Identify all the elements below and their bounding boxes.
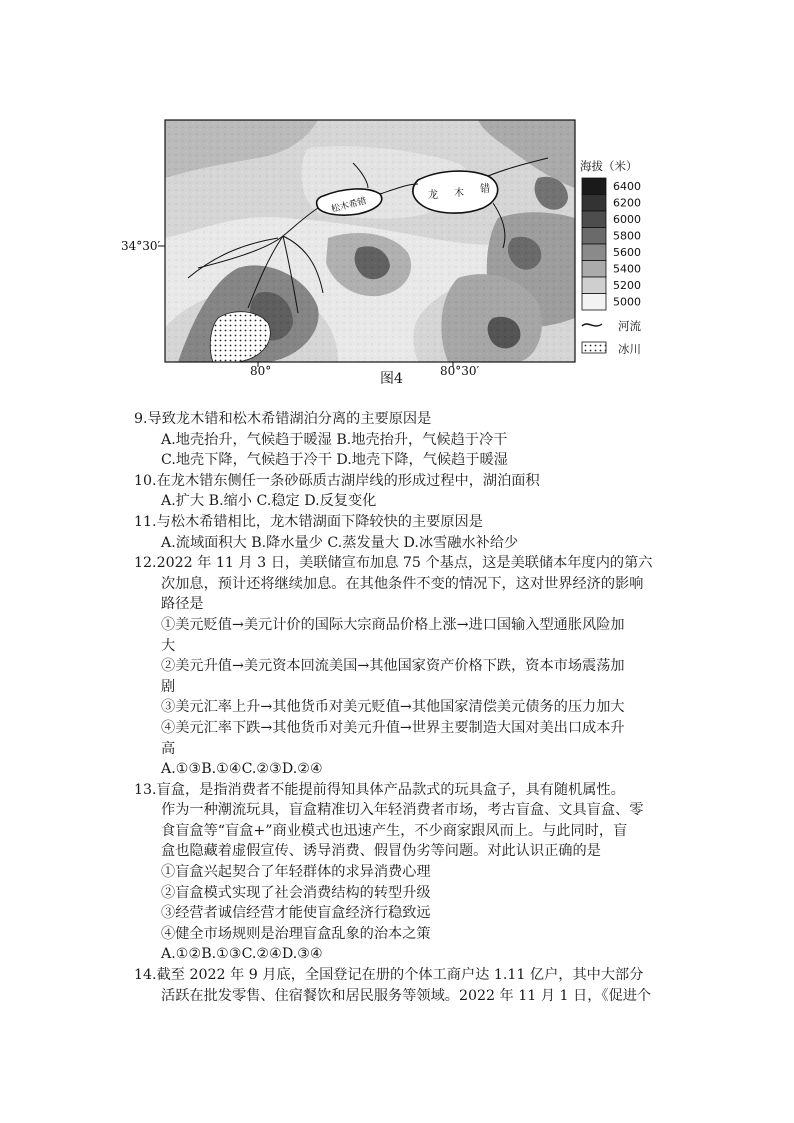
question-13 — [134, 780, 679, 965]
question-statement: ③美元汇率上升→其他货币对美元贬值→其他国家清偿美元债务的压力加大 — [161, 699, 625, 716]
topographic-map-figure — [118, 118, 683, 393]
question-11 — [134, 512, 679, 553]
question-list — [134, 409, 679, 1006]
question-statement: ②美元升值→美元资本回流美国→其他国家资产价格下跌，资本市场震荡加 — [161, 658, 625, 675]
legend-swatch-6000 — [582, 211, 606, 228]
question-statement: 剧 — [161, 678, 176, 695]
question-number: 13. — [134, 781, 157, 798]
legend-level-label: 5000 — [613, 295, 641, 309]
legend-glacier-label: 冰川 — [618, 342, 641, 356]
question-stem-line: 活跃在批发零售、住宿餐饮和居民服务等领域。2022 年 11 月 1 日，《促进个 — [161, 987, 652, 1004]
question-statement: ④美元汇率下跌→其他货币对美元升值→世界主要制造大国对美出口成本升 — [161, 719, 625, 736]
question-number: 12. — [134, 555, 157, 572]
question-options: A.扩大 B.缩小 C.稳定 D.反复变化 — [161, 493, 377, 510]
figure-caption: 图4 — [380, 371, 403, 387]
elevation-legend — [580, 159, 641, 356]
legend-level-label: 5400 — [613, 262, 641, 276]
legend-swatch-5400 — [582, 261, 606, 278]
longitude-label-8030: 80°30′ — [440, 364, 480, 378]
question-14 — [134, 965, 679, 1006]
lake-label-longmucuo-1: 龙 — [428, 190, 438, 201]
question-9 — [134, 409, 679, 471]
legend-level-label: 5600 — [613, 246, 641, 259]
question-stem-line — [134, 471, 679, 492]
legend-level-label: 5800 — [613, 229, 641, 243]
glacier-legend-icon — [582, 342, 606, 353]
legend-swatch-5200 — [582, 277, 606, 294]
question-statement: ②盲盒模式实现了社会消费结构的转型升级 — [161, 884, 431, 901]
question-stem-text: 与松木希错相比，龙木错湖面下降较快的主要原因是 — [156, 513, 483, 530]
question-options: C.地壳下降，气候趋于冷干 D.地壳下降，气候趋于暖湿 — [161, 452, 508, 469]
legend-title: 海拔（米） — [580, 159, 638, 173]
question-number: 10. — [134, 472, 157, 489]
question-stem-line: 路径是 — [161, 596, 204, 613]
question-options: A.①③B.①④C.②③D.②④ — [161, 761, 323, 778]
question-stem-text: 2022 年 11 月 3 日，美联储宣布加息 75 个基点，这是美联储本年度内的第六 — [156, 555, 653, 572]
question-stem-line — [134, 409, 679, 430]
question-statement: ④健全市场规则是治理盲盒乱象的治本之策 — [161, 925, 431, 942]
question-10 — [134, 471, 679, 512]
legend-swatch-6200 — [582, 195, 606, 212]
question-12 — [134, 553, 679, 780]
legend-level-label: 6400 — [613, 180, 641, 193]
question-stem-line — [134, 965, 679, 986]
question-stem-line: 食盲盒等“盲盒+”商业模式也迅速产生，不少商家跟风而上。与此同时，盲 — [161, 822, 628, 839]
question-stem-line: 作为一种潮流玩具，盲盒精准切入年轻消费者市场，考古盲盒、文具盲盒、零 — [161, 802, 644, 819]
question-stem-text: 在龙木错东侧任一条砂砾质古湖岸线的形成过程中，湖泊面积 — [156, 472, 540, 489]
question-options: A.地壳抬升，气候趋于暖湿 B.地壳抬升，气候趋于冷干 — [161, 431, 508, 448]
question-stem-text: 截至 2022 年 9 月底，全国登记在册的个体工商户达 1.11 亿户，其中大部分 — [156, 967, 644, 984]
question-stem-text: 盲盒，是指消费者不能提前得知具体产品款式的玩具盒子，具有随机属性。 — [156, 781, 625, 798]
latitude-label: 34°30′ — [121, 239, 161, 253]
river-legend-icon — [582, 324, 602, 326]
question-number: 11. — [134, 513, 157, 530]
legend-level-label: 6000 — [613, 213, 641, 226]
question-stem-line — [134, 553, 679, 574]
question-stem-line — [134, 780, 679, 801]
question-statement: ①美元贬值→美元计价的国际大宗商品价格上涨→进口国输入型通胀风险加 — [161, 616, 625, 633]
question-statement: ③经营者诚信经营才能使盲盒经济行稳致远 — [161, 905, 431, 922]
question-options: A.①②B.①③C.②④D.③④ — [161, 946, 323, 963]
longitude-label-80: 80° — [250, 364, 272, 378]
question-statement: 高 — [161, 740, 176, 757]
lake-label-songmuxicuo: 松木希错 — [330, 196, 368, 215]
question-stem-line: 次加息，预计还将继续加息。在其他条件不变的情况下，这对世界经济的影响 — [161, 575, 644, 592]
question-stem-text: 导致龙木错和松木希错湖泊分离的主要原因是 — [147, 411, 432, 427]
question-options: A.流域面积大 B.降水量少 C.蒸发量大 D.冰雪融水补给少 — [161, 534, 519, 551]
question-statement: 大 — [161, 637, 176, 654]
topographic-map — [118, 118, 683, 393]
question-number: 9. — [134, 411, 148, 427]
map-area — [165, 120, 575, 362]
legend-river-label: 河流 — [618, 319, 641, 333]
legend-level-label: 6200 — [613, 196, 641, 210]
question-statement: ①盲盒兴起契合了年轻群体的求异消费心理 — [161, 864, 431, 881]
lake-label-longmucuo-3: 错 — [480, 184, 490, 195]
legend-swatch-5800 — [582, 228, 606, 245]
legend-level-label: 5200 — [613, 279, 641, 292]
question-number: 14. — [134, 967, 157, 984]
question-stem-line — [134, 512, 679, 533]
legend-swatch-6400 — [582, 178, 606, 195]
lake-label-longmucuo-2: 木 — [454, 188, 464, 199]
legend-swatch-5000 — [582, 294, 606, 311]
question-stem-line: 盒也隐藏着虚假宣传、诱导消费、假冒伪劣等问题。对此认识正确的是 — [161, 843, 601, 860]
legend-swatch-5600 — [582, 244, 606, 261]
